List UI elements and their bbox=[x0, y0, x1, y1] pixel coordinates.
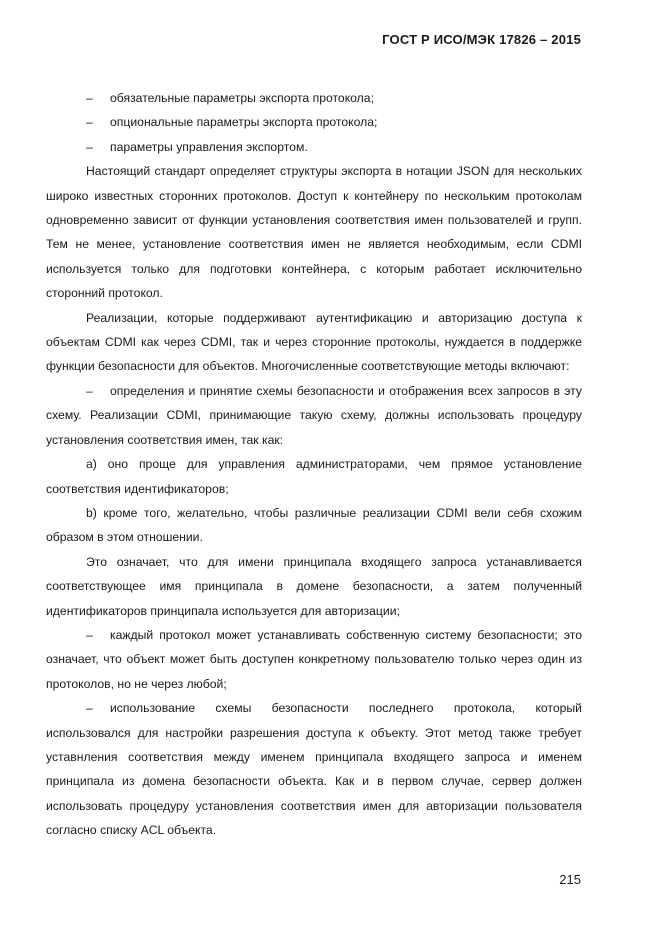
dash-paragraph bbox=[46, 379, 582, 452]
paragraph-text: каждый протокол может устанавливать собственную систему безопасности; это означает, что объект может быть доступен конкретному пользователю только через один из протоколов, но не через любой; bbox=[46, 627, 582, 691]
list-dash: – bbox=[86, 115, 93, 130]
list-item bbox=[46, 110, 582, 134]
list-dash: – bbox=[86, 91, 93, 105]
list-dash: – bbox=[86, 701, 93, 716]
paragraph: Это означает, что для имени принципала входящего запроса устанавливается соответствующее имя принципала в домене безопасности, а затем полученный идентификаторов принципала используется для авторизации; bbox=[46, 554, 582, 618]
document-body bbox=[46, 86, 582, 843]
page-number: 215 bbox=[559, 872, 581, 887]
list-item-text: параметры управления экспортом. bbox=[110, 139, 308, 154]
list-item bbox=[46, 135, 582, 159]
paragraph-text: использование схемы безопасности последнего протокола, который использовался для настройки разрешения доступа к объекту. Этот метод также требует уставнления соответствия между именем принципала входящего запроса и именем принципала из домена безопасности объекта. Как и в первом случае, сервер должен использовать процедуру установления соответствия имен для авторизации пользователя согласно списку ACL объекта. bbox=[46, 701, 582, 838]
paragraph: b) кроме того, желательно, чтобы различные реализации CDMI вели себя схожим образом в этом отношении. bbox=[46, 505, 582, 545]
paragraph: Реализации, которые поддерживают аутентификацию и авторизацию доступа к объектам CDMI как через CDMI, так и через сторонние протоколы, нуждается в поддержке функции безопасности для объектов. Многочисленные соответствующие методы включают: bbox=[46, 310, 582, 374]
list-item-text: опциональные параметры экспорта протокола; bbox=[110, 115, 378, 130]
list-dash: – bbox=[86, 139, 93, 154]
dash-paragraph bbox=[46, 623, 582, 696]
list-item-text: обязательные параметры экспорта протокола; bbox=[110, 91, 374, 105]
paragraph: Настоящий стандарт определяет структуры экспорта в нотации JSON для нескольких широко известных сторонних протоколов. Доступ к контейнеру по нескольким протоколам одновременно зависит от функции установления соответствия имен пользователей и групп. Тем не менее, установление соответствия имен не является необходимым, если CDMI используется только для подготовки контейнера, с которым работает исключительно сторонний протокол. bbox=[46, 164, 582, 301]
list-dash: – bbox=[86, 383, 93, 398]
list-dash: – bbox=[86, 627, 93, 642]
list-item bbox=[46, 86, 582, 110]
dash-paragraph bbox=[46, 696, 582, 842]
page-header-standard: ГОСТ Р ИСО/МЭК 17826 – 2015 bbox=[382, 32, 581, 47]
paragraph-text: определения и принятие схемы безопасности и отображения всех запросов в эту схему. Реализации CDMI, принимающие такую схему, должны использовать процедуру установления соответствия имен, так как: bbox=[46, 383, 582, 447]
paragraph: а) оно проще для управления администраторами, чем прямое установление соответствия идентификаторов; bbox=[46, 457, 582, 496]
